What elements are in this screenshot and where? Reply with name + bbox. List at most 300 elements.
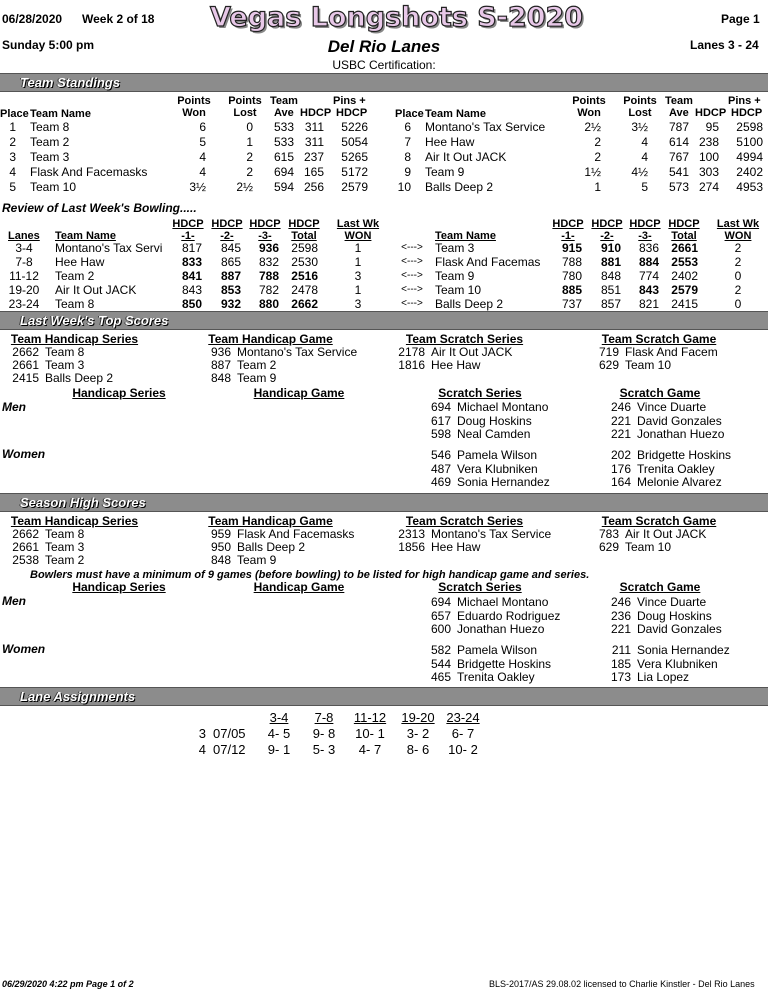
women-label: Women <box>2 642 46 656</box>
points-lost: 1 <box>246 135 253 149</box>
game-score: 817 <box>181 241 202 255</box>
header-last-wk: Last Wk <box>716 218 760 230</box>
men-label: Men <box>2 594 26 608</box>
bowler-or-team: Team 9 <box>237 553 277 567</box>
team-name: Team 10 <box>435 283 482 297</box>
points-won: 6 <box>199 120 206 134</box>
header-team-ave: Ave <box>274 107 294 119</box>
score: 202 <box>610 448 631 462</box>
header-pins: HDCP <box>731 107 763 119</box>
team-standings-band <box>0 73 768 92</box>
team-ave: 615 <box>273 150 294 164</box>
team-pairing: 3- 2 <box>406 726 430 741</box>
score: 848 <box>210 553 231 567</box>
game-score: 2415 <box>671 297 698 311</box>
game-score: 2402 <box>671 269 698 283</box>
points-won: 4 <box>199 150 206 164</box>
lanes: 11-12 <box>9 269 39 283</box>
season-high-band <box>0 493 768 512</box>
week-date: 07/05 <box>213 726 246 741</box>
team-ave: 614 <box>668 135 689 149</box>
bowler-name: Jonathan Huezo <box>637 427 725 441</box>
header-game: -1- <box>181 230 195 242</box>
section-title: Team Standings <box>20 75 120 90</box>
score: 719 <box>598 345 619 359</box>
score: 246 <box>610 400 631 414</box>
standing-row <box>0 135 768 149</box>
score: 2538 <box>12 553 39 567</box>
header-last-wk: Last Wk <box>336 218 380 230</box>
lane-pair-header: 23-24 <box>446 710 480 725</box>
bowler-or-team: Balls Deep 2 <box>237 540 306 554</box>
bowler-name: Vera Klubniken <box>637 656 718 671</box>
header-lanes: Lanes <box>8 230 40 242</box>
score: 236 <box>610 608 631 623</box>
last-wk-won: 0 <box>734 269 742 283</box>
game-score: 843 <box>181 283 202 297</box>
game-score: 851 <box>600 283 621 297</box>
bowler-name: Pamela Wilson <box>457 448 538 462</box>
game-score: 887 <box>220 269 241 283</box>
bowler-name: Melonie Alvarez <box>637 475 722 489</box>
bowler-name: Trenita Oakley <box>457 670 535 684</box>
header-team: Team Name <box>30 108 91 120</box>
header-team-ave: Ave <box>669 107 689 119</box>
score: 887 <box>210 358 231 372</box>
score: 544 <box>430 656 451 671</box>
header-pins: Pins + <box>728 95 761 107</box>
team-name: Flask And Facemas <box>435 255 541 269</box>
header-place: Place <box>0 108 29 120</box>
bowler-or-team: Team 8 <box>45 345 85 359</box>
header-game: -2- <box>600 230 614 242</box>
last-wk-won: 3 <box>354 297 362 311</box>
score: 959 <box>210 527 231 541</box>
hdcp: 95 <box>705 120 719 134</box>
score: 221 <box>610 427 631 441</box>
vs-arrow: <---> <box>401 256 423 267</box>
header-hdcp: HDCP <box>695 107 727 119</box>
lanes-range: Lanes 3 - 24 <box>690 38 759 52</box>
header-team: Team Name <box>55 230 116 242</box>
team-pairing: 10- 2 <box>448 742 478 757</box>
bowler-name: Trenita Oakley <box>637 461 715 476</box>
hdcp: 256 <box>303 180 324 194</box>
score: 164 <box>610 475 631 489</box>
team-name: Team 3 <box>435 241 475 255</box>
game-score: 880 <box>258 297 279 311</box>
game-score: 2598 <box>291 241 318 255</box>
team-ave: 787 <box>668 120 689 134</box>
header-team-ave: Team <box>665 95 693 107</box>
last-wk-won: 0 <box>734 297 742 311</box>
block-title: Scratch Series <box>438 386 522 400</box>
header-points-lost: Lost <box>628 107 652 119</box>
block-title: Team Handicap Game <box>208 514 333 528</box>
game-score: 865 <box>220 255 241 269</box>
header-points-won: Points <box>177 95 211 107</box>
points-lost: 4½ <box>631 165 648 179</box>
team-name: Team 10 <box>30 180 77 194</box>
lane-pair-header: 7-8 <box>314 710 334 725</box>
score: 598 <box>430 427 451 441</box>
team-pairing: 9- 1 <box>267 742 291 757</box>
block-title: Team Scratch Series <box>405 332 524 346</box>
place: 6 <box>404 120 411 134</box>
bowler-name: Sonia Hernandez <box>457 475 550 489</box>
team-ave: 541 <box>668 165 689 179</box>
score: 950 <box>210 540 231 554</box>
footer-left: 06/29/2020 4:22 pm Page 1 of 2 <box>2 979 134 989</box>
game-score: 737 <box>561 297 582 311</box>
place: 9 <box>404 165 411 179</box>
team-name: Flask And Facemasks <box>30 165 148 179</box>
lanes: 19-20 <box>8 283 40 297</box>
week-number: 4 <box>198 742 206 757</box>
game-score: 780 <box>561 269 582 283</box>
header-game: HDCP <box>211 218 243 230</box>
points-lost: 2 <box>246 165 253 179</box>
bowler-name: Sonia Hernandez <box>637 643 730 657</box>
standing-row <box>0 150 768 164</box>
points-lost: 2½ <box>236 180 253 194</box>
game-score: 2478 <box>291 283 318 297</box>
header-points-lost: Lost <box>233 107 257 119</box>
place: 7 <box>404 135 411 149</box>
header-points-won: Won <box>182 107 206 119</box>
score: 176 <box>610 461 631 476</box>
bowler-name: Michael Montano <box>457 400 549 414</box>
place: 5 <box>9 180 16 194</box>
team-name: Montano's Tax Service <box>425 120 546 134</box>
score: 173 <box>610 670 631 684</box>
place: 8 <box>404 150 411 164</box>
game-score: 932 <box>220 297 241 311</box>
points-won: 2½ <box>584 120 601 134</box>
pins-hdcp: 2579 <box>341 180 368 194</box>
bowler-name: David Gonzales <box>637 622 722 636</box>
game-score: 2662 <box>291 297 318 311</box>
game-score: 833 <box>181 255 202 269</box>
lanes: 3-4 <box>15 241 33 255</box>
team-name: Team 9 <box>435 269 475 283</box>
block-title: Handicap Series <box>72 386 166 400</box>
section-title: Season High Scores <box>20 495 146 510</box>
score: 783 <box>598 527 619 541</box>
points-lost: 2 <box>246 150 253 164</box>
header-team-ave: Team <box>270 95 298 107</box>
team-name: Balls Deep 2 <box>435 297 504 311</box>
team-name: Team 2 <box>30 135 70 149</box>
score: 2415 <box>12 371 39 385</box>
vs-arrow: <---> <box>401 284 423 295</box>
header-game: -3- <box>258 230 272 242</box>
bowler-or-team: Flask And Facemasks <box>237 527 355 541</box>
score: 1856 <box>398 540 425 554</box>
bowler-or-team: Air It Out JACK <box>625 527 707 541</box>
team-ave: 767 <box>668 150 689 164</box>
score: 221 <box>610 413 631 428</box>
game-score: 2579 <box>671 283 698 297</box>
standing-row <box>0 165 768 179</box>
score: 2661 <box>12 358 39 372</box>
season-note: Bowlers must have a minimum of 9 games (before bowling) to be listed for high handicap game and series. <box>30 569 590 581</box>
review-row <box>0 297 768 311</box>
score: 246 <box>610 595 631 609</box>
block-title: Team Handicap Series <box>10 514 139 528</box>
header-last-wk: WON <box>344 230 372 242</box>
game-score: 845 <box>220 241 241 255</box>
footer-right: BLS-2017/AS 29.08.02 licensed to Charlie Kinstler - Del Rio Lanes <box>489 979 755 989</box>
team-ave: 594 <box>273 180 294 194</box>
points-won: 1 <box>594 180 601 194</box>
game-score: 910 <box>600 241 621 255</box>
hdcp: 274 <box>698 180 719 194</box>
bowler-name: Doug Hoskins <box>457 413 532 428</box>
score: 465 <box>430 670 451 684</box>
team-name: Air It Out JACK <box>425 150 507 164</box>
team-ave: 573 <box>668 180 689 194</box>
block-title: Team Handicap Game <box>208 332 333 346</box>
place: 10 <box>397 180 411 194</box>
bowler-name: Neal Camden <box>457 427 531 441</box>
game-score: 2553 <box>671 255 698 269</box>
team-pairing: 9- 8 <box>312 726 336 741</box>
bowler-or-team: Balls Deep 2 <box>45 371 114 385</box>
hdcp: 311 <box>304 120 324 134</box>
team-name: Montano's Tax Servi <box>55 241 163 255</box>
last-wk-won: 2 <box>734 283 742 297</box>
place: 4 <box>9 165 16 179</box>
score: 469 <box>430 475 451 489</box>
bowler-or-team: Team 10 <box>625 358 672 372</box>
game-score: 885 <box>561 283 582 297</box>
score: 2661 <box>12 540 39 554</box>
block-title: Team Scratch Series <box>405 514 524 528</box>
team-pairing: 10- 1 <box>355 726 385 741</box>
game-score: 884 <box>638 255 659 269</box>
score: 211 <box>611 643 631 657</box>
team-pairing: 5- 3 <box>312 742 336 757</box>
game-score: 853 <box>220 283 241 297</box>
bowler-name: Jonathan Huezo <box>457 622 545 636</box>
pins-hdcp: 4953 <box>736 180 763 194</box>
last-wk-won: 2 <box>734 255 742 269</box>
pins-hdcp: 5226 <box>341 120 368 134</box>
team-name: Team 2 <box>55 269 95 283</box>
score: 1816 <box>398 358 425 372</box>
bowler-or-team: Team 3 <box>45 358 85 372</box>
hdcp: 238 <box>698 135 719 149</box>
team-name: Balls Deep 2 <box>425 180 494 194</box>
points-lost: 3½ <box>631 120 648 134</box>
pins-hdcp: 5265 <box>341 150 368 164</box>
bowler-name: Vince Duarte <box>637 595 707 609</box>
header-game: HDCP <box>552 218 584 230</box>
block-title: Team Handicap Series <box>10 332 139 346</box>
place: 2 <box>9 135 16 149</box>
block-title: Handicap Game <box>253 580 345 594</box>
day-time: Sunday 5:00 pm <box>2 38 95 52</box>
score: 848 <box>210 371 231 385</box>
page-number: Page 1 <box>721 12 760 26</box>
score: 694 <box>430 400 451 414</box>
game-score: 857 <box>600 297 621 311</box>
score: 694 <box>430 595 451 609</box>
review-title: Review of Last Week's Bowling..... <box>2 201 197 215</box>
team-ave: 533 <box>273 120 294 134</box>
lane-pair-header: 3-4 <box>269 710 289 725</box>
game-score: 782 <box>258 283 279 297</box>
bowler-or-team: Flask And Facem <box>625 345 718 359</box>
game-score: 841 <box>181 269 202 283</box>
place: 3 <box>9 150 16 164</box>
header-game: Total <box>291 230 317 242</box>
bowler-or-team: Team 2 <box>45 553 85 567</box>
block-title: Handicap Series <box>72 580 166 594</box>
bowler-name: Eduardo Rodriguez <box>457 608 561 623</box>
points-lost: 4 <box>641 150 648 164</box>
lane-pair-header: 11-12 <box>353 710 387 725</box>
lane-assignments-band <box>0 687 768 706</box>
vs-arrow: <---> <box>401 270 423 281</box>
men-label: Men <box>2 400 26 414</box>
game-score: 843 <box>638 283 659 297</box>
game-score: 788 <box>561 255 582 269</box>
header-pins: HDCP <box>336 107 368 119</box>
week-number: 3 <box>198 726 206 741</box>
week-label: Week 2 of 18 <box>82 12 155 26</box>
points-lost: 5 <box>641 180 648 194</box>
score: 185 <box>610 656 631 671</box>
place: 1 <box>9 120 16 134</box>
bowler-or-team: Team 2 <box>237 358 277 372</box>
game-score: 774 <box>638 269 659 283</box>
header-place: Place <box>395 108 424 120</box>
vs-arrow: <---> <box>401 242 423 253</box>
hdcp: 237 <box>303 150 324 164</box>
bowler-name: Vince Duarte <box>637 400 707 414</box>
review-row <box>0 241 768 255</box>
review-row <box>0 255 768 269</box>
header-points-lost: Points <box>623 95 657 107</box>
bowler-name: Pamela Wilson <box>457 643 538 657</box>
score: 582 <box>430 643 451 657</box>
bowler-or-team: Hee Haw <box>431 358 481 372</box>
center-name: Del Rio Lanes <box>327 37 441 56</box>
header-game: -3- <box>638 230 652 242</box>
team-name: Team 3 <box>30 150 70 164</box>
game-score: 836 <box>638 241 659 255</box>
team-pairing: 4- 5 <box>267 726 291 741</box>
game-score: 2530 <box>291 255 318 269</box>
game-score: 848 <box>600 269 621 283</box>
header-last-wk: WON <box>724 230 752 242</box>
hdcp: 303 <box>698 165 719 179</box>
pins-hdcp: 2402 <box>736 165 763 179</box>
header-points-won: Points <box>572 95 606 107</box>
header-game: HDCP <box>591 218 623 230</box>
team-name: Hee Haw <box>425 135 475 149</box>
header-hdcp: HDCP <box>300 107 332 119</box>
block-title: Scratch Series <box>438 580 522 594</box>
game-score: 832 <box>258 255 279 269</box>
points-won: 3½ <box>189 180 206 194</box>
bowler-or-team: Air It Out JACK <box>431 345 513 359</box>
game-score: 936 <box>258 241 279 255</box>
team-pairing: 6- 7 <box>451 726 475 741</box>
header-game: HDCP <box>629 218 661 230</box>
team-ave: 694 <box>273 165 294 179</box>
pins-hdcp: 4994 <box>736 150 763 164</box>
header-team: Team Name <box>435 230 496 242</box>
score: 487 <box>430 461 451 476</box>
pins-hdcp: 5054 <box>341 135 368 149</box>
standing-row <box>0 180 768 194</box>
points-won: 2 <box>594 150 601 164</box>
points-lost: 4 <box>641 135 648 149</box>
score: 2313 <box>398 527 425 541</box>
game-score: 2661 <box>671 241 698 255</box>
header-team: Team Name <box>425 108 486 120</box>
bowler-name: Michael Montano <box>457 595 549 609</box>
lanes: 7-8 <box>15 255 33 269</box>
block-title: Scratch Game <box>619 386 701 400</box>
header-points-lost: Points <box>228 95 262 107</box>
league-logo: Vegas Longshots S-2020 <box>210 2 584 33</box>
points-lost: 0 <box>246 120 253 134</box>
game-score: 821 <box>638 297 659 311</box>
lane-pair-header: 19-20 <box>401 710 435 725</box>
last-wk-won: 1 <box>354 283 362 297</box>
hdcp: 311 <box>304 135 324 149</box>
bowler-name: Bridgette Hoskins <box>457 656 552 671</box>
section-title: Last Week's Top Scores <box>20 313 169 328</box>
standing-row <box>0 120 768 134</box>
team-name: Team 8 <box>30 120 70 134</box>
score: 629 <box>598 540 619 554</box>
header-game: HDCP <box>288 218 320 230</box>
lanes: 23-24 <box>8 297 40 311</box>
score: 629 <box>598 358 619 372</box>
bowler-or-team: Team 8 <box>45 527 85 541</box>
bowler-name: Vera Klubniken <box>457 461 538 476</box>
bowler-name: Doug Hoskins <box>637 608 712 623</box>
block-title: Team Scratch Game <box>601 332 717 346</box>
points-won: 1½ <box>584 165 601 179</box>
score: 617 <box>430 413 451 428</box>
team-name: Team 8 <box>55 297 95 311</box>
hdcp: 165 <box>303 165 324 179</box>
bowler-or-team: Hee Haw <box>431 540 481 554</box>
women-label: Women <box>2 447 46 461</box>
bowler-or-team: Montano's Tax Service <box>237 345 358 359</box>
week-date: 07/12 <box>213 742 246 757</box>
header-game: Total <box>671 230 697 242</box>
score: 2662 <box>12 345 39 359</box>
hdcp: 100 <box>698 150 719 164</box>
last-wk-won: 3 <box>354 269 362 283</box>
header-game: -1- <box>561 230 575 242</box>
block-title: Handicap Game <box>253 386 345 400</box>
header-game: HDCP <box>668 218 700 230</box>
usbc-cert: USBC Certification: <box>332 58 436 72</box>
score: 2178 <box>398 345 425 359</box>
block-title: Team Scratch Game <box>601 514 717 528</box>
score: 221 <box>610 622 631 636</box>
bowler-or-team: Team 3 <box>45 540 85 554</box>
last-wk-won: 1 <box>354 241 362 255</box>
